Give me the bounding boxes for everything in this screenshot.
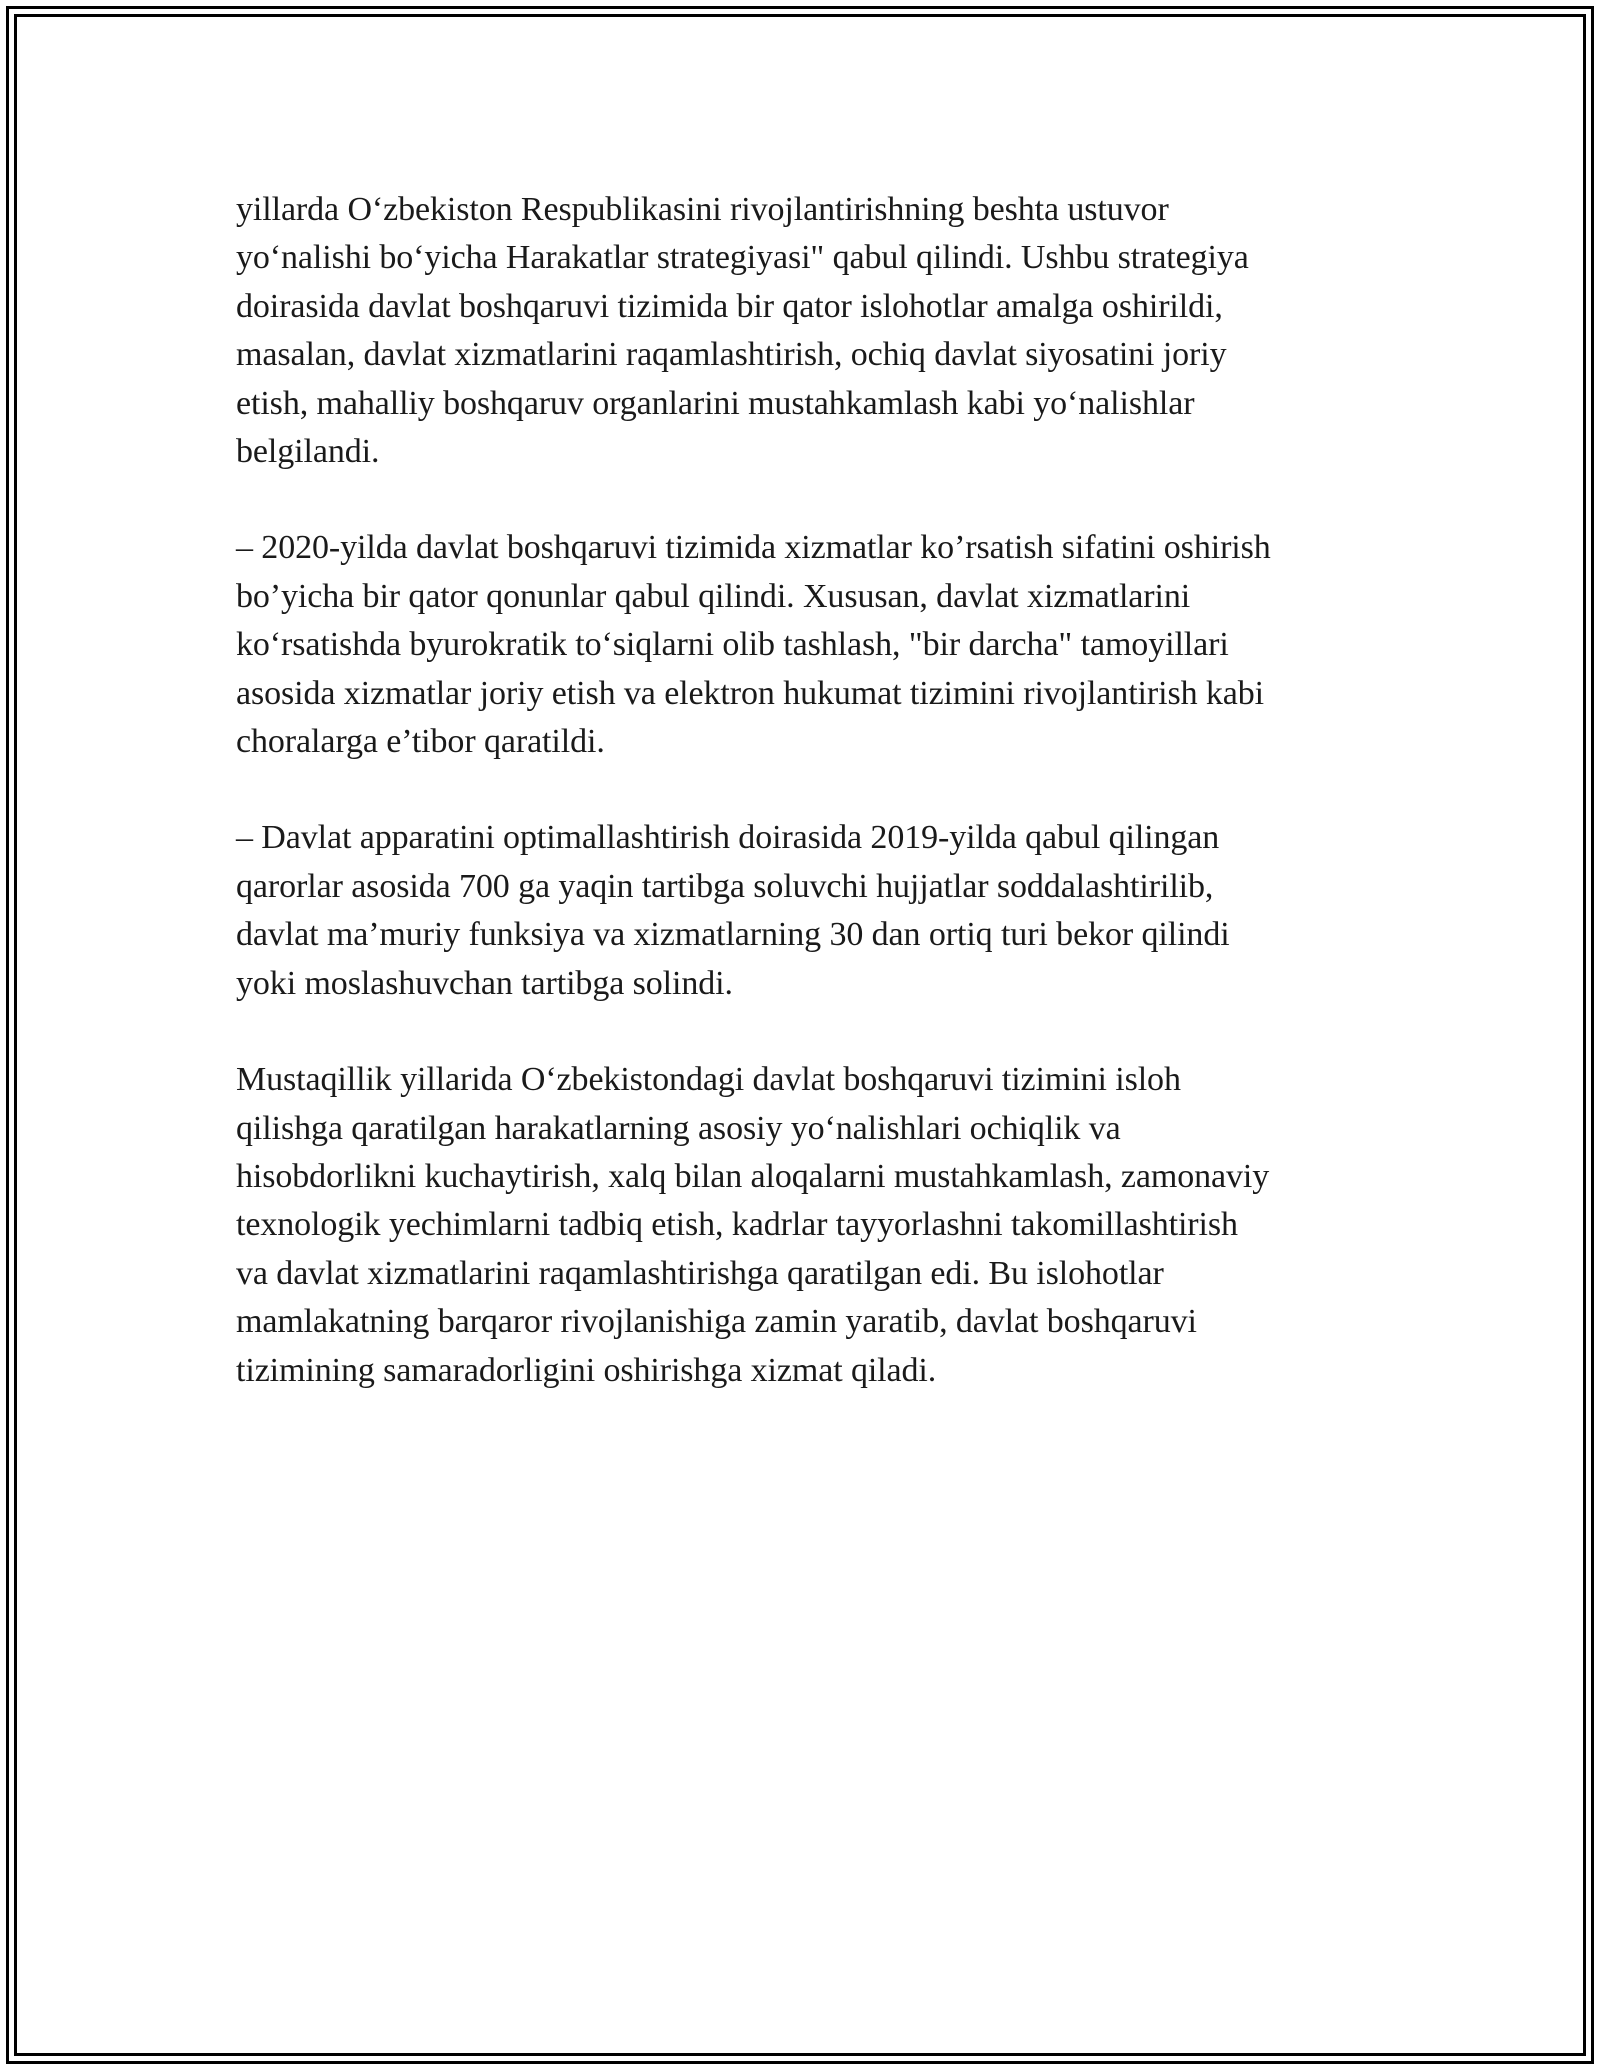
paragraph-2019-optimization	[236, 814, 1376, 1008]
text-line: doirasida davlat boshqaruvi tizimida bir qator islohotlar amalga oshirildi,	[236, 287, 1223, 325]
text-line: choralarga e’tibor qaratildi.	[236, 723, 605, 761]
text-line: asosida xizmatlar joriy etish va elektron hukumat tizimini rivojlantirish kabi	[236, 674, 1265, 712]
text-line: masalan, davlat xizmatlarini raqamlashtirish, ochiq davlat siyosatini joriy	[236, 336, 1227, 374]
text-line: bo’yicha bir qator qonunlar qabul qilindi. Xususan, davlat xizmatlarini	[236, 577, 1191, 615]
paragraph-conclusion	[236, 1056, 1376, 1395]
text-line: – 2020-yilda davlat boshqaruvi tizimida xizmatlar ko’rsatish sifatini oshirish	[236, 529, 1271, 567]
text-line: yillarda O‘zbekiston Respublikasini rivojlantirishning beshta ustuvor	[236, 191, 1169, 228]
text-line: davlat ma’muriy funksiya va xizmatlarning 30 dan ortiq turi bekor qilindi	[236, 916, 1230, 954]
text-line: – Davlat apparatini optimallashtirish doirasida 2019-yilda qabul qilingan	[236, 819, 1220, 857]
paragraph-strategy	[236, 186, 1376, 476]
text-line: tizimining samaradorligini oshirishga xizmat qiladi.	[236, 1351, 937, 1389]
text-line: qarorlar asosida 700 ga yaqin tartibga soluvchi hujjatlar soddalashtirilib,	[236, 867, 1214, 905]
text-line: yoki moslashuvchan tartibga solindi.	[236, 964, 733, 1002]
text-line: etish, mahalliy boshqaruv organlarini mustahkamlash kabi yo‘nalishlar	[236, 384, 1195, 422]
text-line: qilishga qaratilgan harakatlarning asosiy yo‘nalishlari ochiqlik va	[236, 1109, 1121, 1147]
document-body	[236, 186, 1376, 1443]
text-line: va davlat xizmatlarini raqamlashtirishga qaratilgan edi. Bu islohotlar	[236, 1254, 1164, 1292]
paragraph-2020-laws	[236, 524, 1376, 766]
text-line: ko‘rsatishda byurokratik to‘siqlarni olib tashlash, "bir darcha" tamoyillari	[236, 626, 1229, 664]
text-line: mamlakatning barqaror rivojlanishiga zamin yaratib, davlat boshqaruvi	[236, 1303, 1197, 1341]
text-line: belgilandi.	[236, 433, 380, 471]
text-line: hisobdorlikni kuchaytirish, xalq bilan aloqalarni mustahkamlash, zamonaviy	[236, 1157, 1270, 1195]
text-line: yo‘nalishi bo‘yicha Harakatlar strategiyasi" qabul qilindi. Ushbu strategiya	[236, 239, 1249, 277]
text-line: texnologik yechimlarni tadbiq etish, kadrlar tayyorlashni takomillashtirish	[236, 1206, 1238, 1244]
text-line: Mustaqillik yillarida O‘zbekistondagi davlat boshqaruvi tizimini isloh	[236, 1061, 1181, 1099]
